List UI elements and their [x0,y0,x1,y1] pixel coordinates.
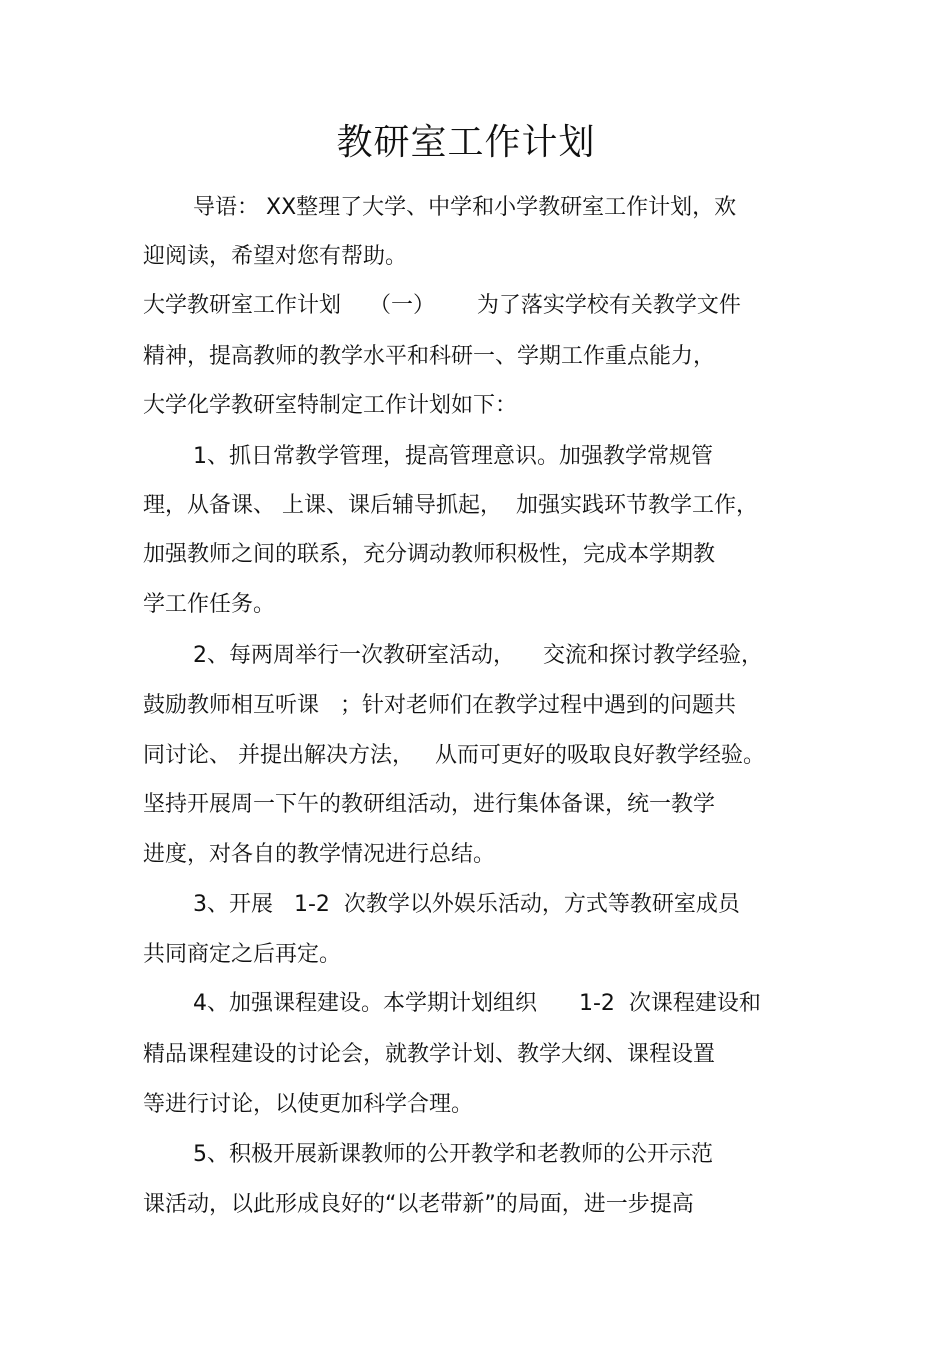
document-title: 教研室工作计划 [336,122,596,163]
section-heading-line: 大学教研室工作计划 （一） 为了落实学校有关教学文件 [143,293,741,318]
body-line: 精神，提高教师的教学水平和科研一、学期工作重点能力， [143,344,716,369]
item-4-line-1: 4、加强课程建设。本学期计划组织 1-2 次课程建设和 [193,991,761,1016]
item-1-line-2: 理，从备课、 上课、课后辅导抓起， 加强实践环节教学工作， [143,493,758,518]
item-5-line-1: 5、积极开展新课教师的公开教学和老教师的公开示范 [193,1142,713,1167]
item-3-line-2: 共同商定之后再定。 [143,942,342,967]
intro-line-2: 迎阅读，希望对您有帮助。 [143,244,408,269]
item-4-line-2: 精品课程建设的讨论会，就教学计划、教学大纲、课程设置 [143,1042,716,1067]
item-5-line-2: 课活动，以此形成良好的“以老带新”的局面，进一步提高 [143,1192,694,1217]
item-2-line-5: 进度，对各自的教学情况进行总结。 [143,842,496,867]
item-1-line-3: 加强教师之间的联系，充分调动教师积极性，完成本学期教 [143,542,716,567]
item-2-line-4: 坚持开展周一下午的教研组活动，进行集体备课，统一教学 [143,792,716,817]
item-1-line-4: 学工作任务。 [143,592,276,617]
body-line: 大学化学教研室特制定工作计划如下： [143,393,518,418]
item-3-line-1: 3、开展 1-2 次教学以外娱乐活动，方式等教研室成员 [193,892,740,917]
item-4-line-3: 等进行讨论，以使更加科学合理。 [143,1092,474,1117]
item-2-line-1: 2、每两周举行一次教研室活动， 交流和探讨教学经验， [193,643,763,668]
item-2-line-2: 鼓励教师相互听课 ；针对老师们在教学过程中遇到的问题共 [143,693,736,718]
item-2-line-3: 同讨论、 并提出解决方法， 从而可更好的吸取良好教学经验。 [143,743,765,768]
item-1-line-1: 1、抓日常教学管理，提高管理意识。加强教学常规管 [193,444,713,469]
intro-line-1: 导语： XX整理了大学、中学和小学教研室工作计划，欢 [193,195,737,220]
